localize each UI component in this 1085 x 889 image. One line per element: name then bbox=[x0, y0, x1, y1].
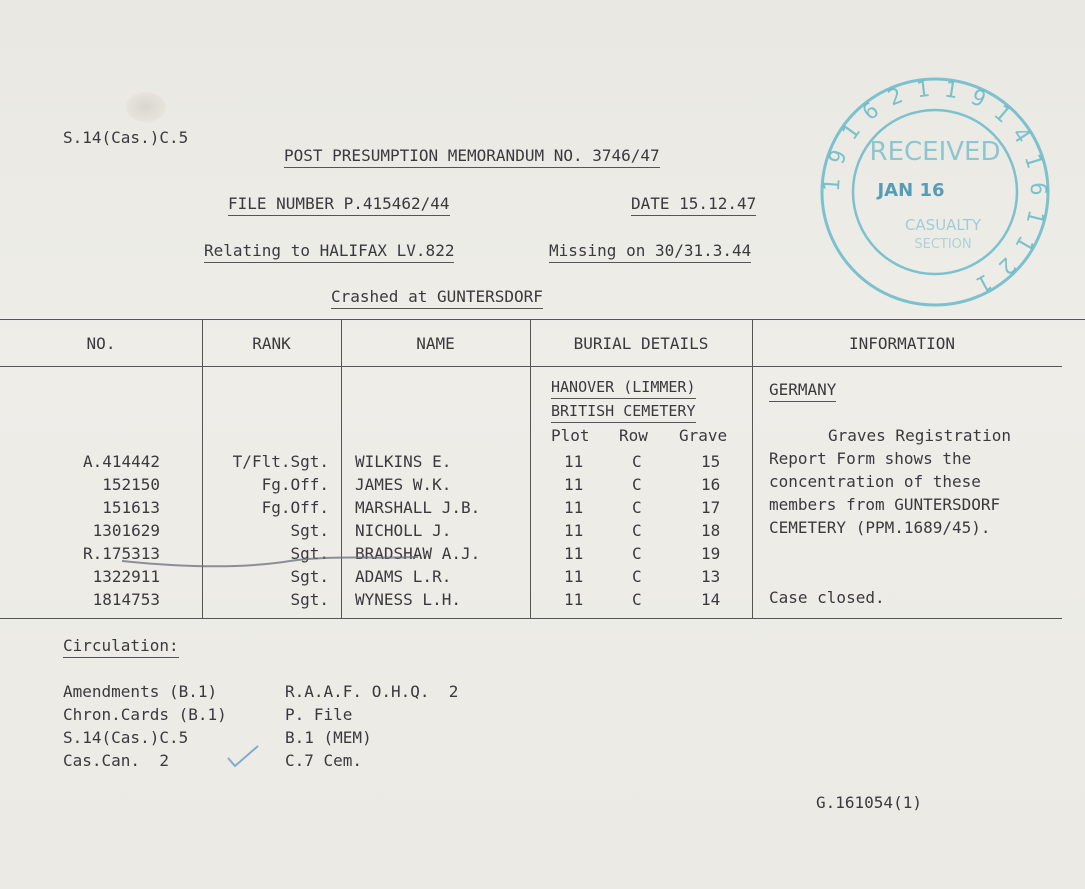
info-line-1: Graves Registration bbox=[828, 426, 1012, 445]
cell-grave: 19 bbox=[701, 544, 721, 563]
cell-name: JAMES W.K. bbox=[355, 475, 452, 494]
memorandum-title: POST PRESUMPTION MEMORANDUM NO. 3746/47 bbox=[284, 146, 660, 168]
column-grave bbox=[701, 450, 731, 611]
circulation-item: Cas.Can. 2 bbox=[63, 751, 169, 770]
info-country: GERMANY bbox=[769, 380, 836, 402]
column-no bbox=[40, 450, 160, 611]
cell-row: C bbox=[632, 567, 642, 586]
table-divider-burial bbox=[530, 319, 531, 618]
column-row bbox=[632, 450, 652, 611]
cell-plot: 11 bbox=[564, 452, 584, 471]
cell-no: 151613 bbox=[102, 498, 160, 517]
column-rank bbox=[205, 450, 329, 611]
footer-reference: G.161054(1) bbox=[816, 793, 922, 812]
info-line-4: members from GUNTERSDORF bbox=[769, 495, 1001, 514]
cell-plot: 11 bbox=[564, 567, 584, 586]
info-line-5: CEMETERY (PPM.1689/45). bbox=[769, 518, 991, 537]
header-name: NAME bbox=[416, 334, 455, 353]
cell-row: C bbox=[632, 544, 642, 563]
stamp-line-2: SECTION bbox=[914, 237, 972, 252]
subheader-row: Row bbox=[619, 426, 648, 445]
circulation-item: Chron.Cards (B.1) bbox=[63, 705, 227, 724]
document-reference: S.14(Cas.)C.5 bbox=[63, 128, 189, 147]
missing-on: Missing on 30/31.3.44 bbox=[549, 241, 751, 263]
burial-place-line-2: BRITISH CEMETERY bbox=[551, 402, 696, 423]
cell-grave: 17 bbox=[701, 498, 721, 517]
stamp-ring-text: 1 9 1 6 2 1 1 9 1 4 1 6 1 1 2 1 bbox=[819, 76, 1051, 297]
cell-grave: 15 bbox=[701, 452, 721, 471]
circulation-item: R.A.A.F. O.H.Q. 2 bbox=[285, 682, 459, 701]
cell-no: 152150 bbox=[102, 475, 160, 494]
relating-to: Relating to HALIFAX LV.822 bbox=[204, 241, 454, 263]
circulation-item: S.14(Cas.)C.5 bbox=[63, 728, 189, 747]
stamp-received: RECEIVED bbox=[869, 137, 1001, 167]
received-stamp bbox=[815, 72, 1055, 312]
circulation-item: C.7 Cem. bbox=[285, 751, 363, 770]
pencil-strike-mark bbox=[120, 545, 420, 575]
file-number: FILE NUMBER P.415462/44 bbox=[228, 194, 450, 216]
cell-row: C bbox=[632, 452, 642, 471]
cell-grave: 16 bbox=[701, 475, 721, 494]
table-top-rule bbox=[0, 319, 1085, 320]
header-no: NO. bbox=[86, 334, 116, 353]
cell-no: A.414442 bbox=[82, 452, 160, 471]
cell-name: WYNESS L.H. bbox=[355, 590, 461, 609]
header-information: INFORMATION bbox=[849, 334, 955, 353]
cell-plot: 11 bbox=[564, 498, 584, 517]
info-line-2: Report Form shows the bbox=[769, 449, 972, 468]
cell-name: BRADSHAW A.J. bbox=[355, 544, 481, 563]
cell-name: WILKINS E. bbox=[355, 452, 452, 471]
cell-rank: Sgt. bbox=[290, 590, 329, 609]
circulation-left-list bbox=[63, 680, 227, 772]
cell-no: R.175313 bbox=[82, 544, 160, 563]
circulation-item: P. File bbox=[285, 705, 353, 724]
circulation-item: B.1 (MEM) bbox=[285, 728, 372, 747]
cell-plot: 11 bbox=[564, 544, 584, 563]
cell-rank: Sgt. bbox=[290, 544, 329, 563]
cell-plot: 11 bbox=[564, 590, 584, 609]
cell-name: NICHOLL J. bbox=[355, 521, 452, 540]
stamp-date: JAN 16 bbox=[877, 180, 945, 201]
header-rank: RANK bbox=[252, 334, 291, 353]
table-header-rule bbox=[0, 366, 1062, 367]
cell-no: 1814753 bbox=[92, 590, 160, 609]
info-case-closed: Case closed. bbox=[769, 588, 885, 607]
tick-mark bbox=[225, 742, 261, 770]
circulation-right-list bbox=[285, 680, 458, 772]
cell-row: C bbox=[632, 521, 642, 540]
stamp-line-1: CASUALTY bbox=[904, 216, 982, 234]
header-burial-details: BURIAL DETAILS bbox=[573, 334, 709, 353]
circulation-label: Circulation: bbox=[63, 636, 179, 658]
cell-grave: 14 bbox=[701, 590, 721, 609]
crashed-at: Crashed at GUNTERSDORF bbox=[331, 287, 543, 309]
cell-name: MARSHALL J.B. bbox=[355, 498, 481, 517]
cell-no: 1322911 bbox=[92, 567, 160, 586]
cell-rank: T/Flt.Sgt. bbox=[232, 452, 329, 471]
info-line-3: concentration of these bbox=[769, 472, 981, 491]
cell-rank: Sgt. bbox=[290, 521, 329, 540]
cell-plot: 11 bbox=[564, 521, 584, 540]
punch-hole bbox=[126, 92, 166, 122]
cell-name: ADAMS L.R. bbox=[355, 567, 452, 586]
column-plot bbox=[564, 450, 594, 611]
cell-rank: Fg.Off. bbox=[261, 475, 329, 494]
cell-rank: Fg.Off. bbox=[261, 498, 329, 517]
subheader-grave: Grave bbox=[679, 426, 728, 445]
table-bottom-rule bbox=[0, 618, 1062, 619]
column-name bbox=[355, 450, 525, 611]
cell-plot: 11 bbox=[564, 475, 584, 494]
cell-row: C bbox=[632, 475, 642, 494]
table-divider-info bbox=[752, 319, 753, 618]
cell-grave: 13 bbox=[701, 567, 721, 586]
cell-row: C bbox=[632, 498, 642, 517]
circulation-item: Amendments (B.1) bbox=[63, 682, 218, 701]
cell-rank: Sgt. bbox=[290, 567, 329, 586]
cell-no: 1301629 bbox=[92, 521, 160, 540]
burial-place-line-1: HANOVER (LIMMER) bbox=[551, 378, 696, 399]
cell-row: C bbox=[632, 590, 642, 609]
subheader-plot: Plot bbox=[551, 426, 590, 445]
memo-date: DATE 15.12.47 bbox=[631, 194, 756, 216]
cell-grave: 18 bbox=[701, 521, 721, 540]
